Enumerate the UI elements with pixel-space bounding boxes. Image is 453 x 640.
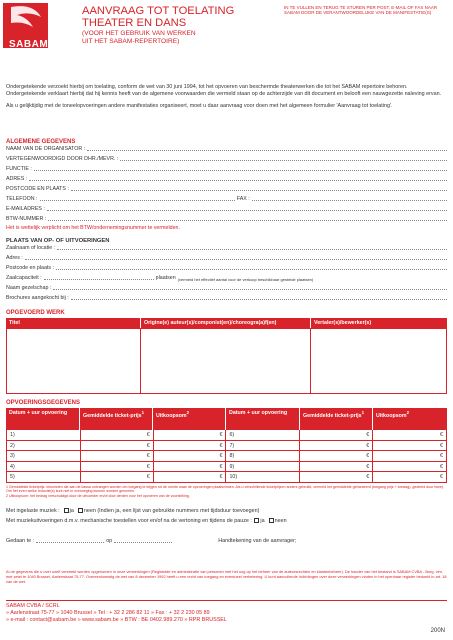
euro-sign: € bbox=[146, 463, 150, 470]
col-date-right: Datum + uur opvoering bbox=[226, 408, 300, 430]
input-line[interactable] bbox=[34, 170, 447, 171]
field-label: Brochures aangekocht bij : bbox=[6, 295, 69, 302]
date-input[interactable] bbox=[114, 542, 172, 543]
address-field[interactable] bbox=[6, 175, 447, 183]
performance-row[interactable] bbox=[7, 441, 447, 452]
row-number[interactable]: 2) bbox=[7, 441, 81, 451]
logo-mark-icon bbox=[3, 3, 48, 37]
row-number[interactable]: 5) bbox=[7, 472, 81, 482]
row-number[interactable]: 8) bbox=[226, 451, 300, 461]
postcode-city-field[interactable] bbox=[6, 185, 447, 193]
function-field[interactable] bbox=[6, 165, 447, 173]
row-number[interactable]: 6) bbox=[226, 430, 300, 440]
general-heading: ALGEMENE GEGEVENS bbox=[6, 139, 76, 145]
neen-label: neen bbox=[274, 518, 287, 524]
field-label: POSTCODE EN PLAATS : bbox=[6, 186, 69, 193]
signature-label: Handtekening van de aanvrager; bbox=[218, 538, 297, 544]
sales-cell[interactable] bbox=[154, 441, 227, 451]
sales-cell[interactable] bbox=[373, 472, 447, 482]
footer-address: » Aarlenstraat 75-77 » 1040 Brussel » Tel : + 32 2 286 82 11 » Fax : + 32 2 230 05 89 bbox=[6, 610, 210, 617]
input-line[interactable] bbox=[57, 249, 447, 250]
footnote-mark: 2 bbox=[186, 410, 190, 415]
footnote-1: 1 Gemiddelde ticketprijs: inkomsten die aan de kassa ontvangen worden om toegang te krijgen tot de ruimte waar de opvoeringen plaatsvinden. Als u verschillende ticketprijzen anders gebruikt, vermeld het gemiddelde gehanteerd (toegang prijs + toeslag), gedeeld door twee). Om het even welke reductie(s) kunt niet in overweging kunnen worden genomen. bbox=[6, 485, 445, 494]
return-notice: IN TE VULLEN EN TERUG TE STUREN PER POST, E-MAIL OF FAX NAAR SABAM DOOR DE VERANTWOORDELIJKE VAN DE MANIFESTATIE(S) bbox=[284, 5, 438, 16]
input-line[interactable] bbox=[47, 210, 447, 211]
done-at-label: Gedaan te : bbox=[6, 538, 35, 544]
question-label: Met ingelaste muziek : bbox=[6, 508, 60, 514]
euro-sign: € bbox=[440, 463, 443, 470]
field-label: Adres : bbox=[6, 255, 23, 262]
sales-cell[interactable] bbox=[154, 462, 227, 472]
input-line[interactable] bbox=[71, 299, 447, 300]
footer-org: SABAM CVBA / SCRL bbox=[6, 603, 60, 609]
sales-cell[interactable] bbox=[154, 451, 227, 461]
field-label: ADRES : bbox=[6, 176, 28, 183]
organizer-field[interactable] bbox=[6, 145, 447, 153]
field-label: Postcode en plaats : bbox=[6, 265, 54, 272]
price-cell[interactable] bbox=[300, 441, 373, 451]
price-cell[interactable] bbox=[300, 430, 373, 440]
footer bbox=[6, 603, 227, 625]
price-cell[interactable] bbox=[81, 472, 154, 482]
field-label: Zaalnaam of locatie : bbox=[6, 245, 56, 252]
price-cell[interactable] bbox=[81, 441, 154, 451]
euro-sign: € bbox=[366, 432, 370, 438]
price-cell[interactable] bbox=[300, 462, 373, 472]
col-translators: Vertaler(s)/bewerker(s) bbox=[314, 320, 372, 326]
title-line-2: THEATER EN DANS bbox=[82, 17, 187, 30]
logo-text: SABAM bbox=[9, 39, 49, 50]
euro-sign: € bbox=[219, 432, 223, 438]
footer-divider bbox=[6, 600, 447, 601]
row-number[interactable]: 9) bbox=[226, 462, 300, 472]
phone-fax-field[interactable] bbox=[6, 195, 447, 203]
euro-sign: € bbox=[146, 432, 150, 438]
intro-paragraph-2: Als u gelijktijdig met de toneelopvoeringen andere manifestaties organiseert, moet u daar aanvraag voor doen met het algemeen formulier 'Aanvraag tot toelating'. bbox=[6, 103, 393, 110]
price-header-text: Gemiddelde ticket-prijs bbox=[83, 412, 142, 419]
vat-field[interactable] bbox=[6, 215, 447, 223]
capacity-field[interactable] bbox=[6, 274, 447, 282]
footnote-2: 2 Uitkoopsom: het bedrag verschuldigd door de uitvoerder en/of door derden voor het opvoeren van de voorstelling. bbox=[6, 493, 190, 498]
euro-sign: € bbox=[366, 442, 370, 449]
works-cell-translators[interactable] bbox=[311, 328, 446, 393]
price-cell[interactable] bbox=[300, 472, 373, 482]
euro-sign: € bbox=[440, 474, 443, 480]
input-line[interactable] bbox=[44, 279, 154, 280]
col-price-left bbox=[80, 408, 153, 430]
footnote-mark: 2 bbox=[406, 410, 410, 415]
euro-sign: € bbox=[219, 463, 223, 470]
footnote-mark: 1 bbox=[141, 410, 145, 415]
sales-cell[interactable] bbox=[154, 472, 227, 482]
input-line[interactable] bbox=[87, 150, 447, 151]
footnote-mark: 1 bbox=[361, 410, 365, 415]
euro-sign: € bbox=[440, 453, 443, 459]
works-cell-authors[interactable] bbox=[141, 328, 310, 393]
price-cell[interactable] bbox=[81, 462, 154, 472]
price-cell[interactable] bbox=[81, 430, 154, 440]
euro-sign: € bbox=[440, 432, 443, 438]
performance-row[interactable] bbox=[7, 462, 447, 473]
ja-checkbox[interactable] bbox=[64, 508, 69, 513]
sales-header-text: Uitkoopsom bbox=[156, 412, 187, 419]
phone-label: TELEFOON : bbox=[6, 196, 38, 203]
neen-checkbox[interactable] bbox=[78, 508, 83, 513]
fax-label: FAX : bbox=[236, 196, 250, 203]
col-sales-right bbox=[373, 408, 447, 430]
title-line-1: AANVRAAG TOT TOELATING bbox=[82, 5, 235, 17]
intro-text bbox=[6, 84, 447, 110]
row-number[interactable]: 3) bbox=[7, 451, 81, 461]
sales-header-text: Uitkoopsom bbox=[376, 412, 407, 419]
representative-field[interactable] bbox=[6, 155, 447, 163]
euro-sign: € bbox=[219, 442, 223, 449]
col-sales-left bbox=[153, 408, 226, 430]
col-authors: Origine(e) auteur(s)/componist(en)/choreogra(a)f(en) bbox=[141, 318, 311, 329]
signature-line bbox=[6, 538, 447, 545]
euro-sign: € bbox=[366, 474, 370, 480]
field-label: Zaalcapaciteit : bbox=[6, 275, 42, 282]
subtitle-line-2: UIT HET SABAM-REPERTOIRE) bbox=[82, 37, 180, 45]
footnotes bbox=[6, 485, 447, 498]
sales-cell[interactable] bbox=[373, 430, 447, 440]
euro-sign: € bbox=[146, 474, 150, 480]
privacy-notice: Al de gegevens die u over uzelf verstrekt worden opgenomen in onze verwerkingen (Registratie en administratie van personen met het oog op het beheer van de auteursrechten en klantenbeheer). De houder van het bestand is SABAM CVBA - Burg. ven. met zetel te 1040 Brussel, Aarlenstraat 75-77. Overeenkomstig de wet van 8 december 1992 heeft u een recht van toegang en eventueel verbetering. U kunt aanvullende inlichtingen over deze verwerkingen vinden in het openbaar register bedoeld in art. 18 van de wet. bbox=[6, 569, 447, 584]
price-cell[interactable] bbox=[300, 451, 373, 461]
intro-paragraph-1: Ondergetekende verzoekt hierbij om toelating, conform de wet van 30 juni 1994, tot het opvoeren van beschermde theaterwerken die tot het SABAM repertoire behoren. Ondergetekende verklaart hierbij dat hij kennis heeft van de algemene voorwaarden die vermeld staan op de achterzijde van dit document en belooft een nauwgezette naleving ervan. bbox=[6, 84, 442, 97]
performances-table-body[interactable] bbox=[6, 430, 447, 483]
row-number[interactable]: 7) bbox=[226, 441, 300, 451]
euro-sign: € bbox=[440, 442, 443, 449]
sales-cell[interactable] bbox=[373, 451, 447, 461]
price-cell[interactable] bbox=[81, 451, 154, 461]
works-cell-title[interactable] bbox=[7, 328, 141, 393]
sabam-logo bbox=[3, 3, 48, 48]
field-label: NAAM VAN DE ORGANISATOR : bbox=[6, 146, 86, 153]
euro-sign: € bbox=[146, 453, 150, 459]
price-header-text: Gemiddelde ticket-prijs bbox=[303, 412, 362, 419]
performance-row[interactable] bbox=[7, 451, 447, 462]
col-date-left: Datum + uur opvoering bbox=[6, 408, 80, 430]
euro-sign: € bbox=[146, 442, 150, 449]
ja-label: ja bbox=[69, 508, 74, 514]
input-line[interactable] bbox=[29, 180, 447, 181]
row-number[interactable]: 1) bbox=[7, 430, 81, 440]
venue-address-field[interactable] bbox=[6, 254, 447, 262]
euro-sign: € bbox=[366, 453, 370, 459]
field-label: FUNCTIE : bbox=[6, 166, 32, 173]
euro-sign: € bbox=[219, 453, 223, 459]
subtitle-line-1: (VOOR HET GEBRUIK VAN WERKEN bbox=[82, 30, 196, 37]
on-label: op bbox=[106, 538, 113, 544]
sales-cell[interactable] bbox=[373, 462, 447, 472]
venue-heading: PLAATS VAN OP- OF UITVOERINGEN bbox=[6, 238, 110, 244]
ja-label: ja bbox=[260, 518, 265, 524]
places-note: (vermeld het effectief aantal voor de verkoop beschikbaar gestelde plaatsen) bbox=[177, 277, 314, 282]
places-label: plaatsen bbox=[155, 275, 176, 282]
neen-checkbox[interactable] bbox=[269, 518, 274, 523]
euro-sign: € bbox=[219, 474, 223, 480]
email-field[interactable] bbox=[6, 205, 447, 213]
field-label: VERTEGENWOORDIGD DOOR DHR./MEVR. : bbox=[6, 156, 119, 163]
question-label: Met muziekuitvoeringen d.m.v. mechanische toestellen voor en/of na de vertoning en tijdens de pauze : bbox=[6, 518, 252, 524]
input-line[interactable] bbox=[53, 289, 447, 290]
row-number[interactable]: 10) bbox=[226, 472, 300, 482]
mechanical-music-question bbox=[6, 518, 447, 525]
company-field[interactable] bbox=[6, 284, 447, 292]
input-line[interactable] bbox=[48, 220, 447, 221]
col-price-right bbox=[300, 408, 373, 430]
fax-input-line[interactable] bbox=[252, 200, 447, 201]
input-line[interactable] bbox=[25, 259, 447, 260]
form-subtitle bbox=[82, 30, 252, 45]
row-number[interactable]: 4) bbox=[7, 462, 81, 472]
neen-label: neen (Indien ja, een lijst van gebruikte nummers met tijdsduur toevoegen) bbox=[83, 508, 260, 514]
vat-note: Het is wettelijk verplicht om het BTW/ondernemingsnummer te vermelden. bbox=[6, 225, 180, 231]
field-label: Naam gezelschap : bbox=[6, 285, 52, 292]
col-title: Titel bbox=[6, 318, 141, 329]
input-line[interactable] bbox=[71, 190, 447, 191]
sales-cell[interactable] bbox=[373, 441, 447, 451]
euro-sign: € bbox=[366, 463, 370, 470]
performance-row[interactable] bbox=[7, 472, 447, 483]
performance-row[interactable] bbox=[7, 430, 447, 441]
performances-table-header bbox=[6, 408, 447, 430]
form-title bbox=[82, 5, 252, 30]
music-question bbox=[6, 508, 447, 515]
works-heading: OPGEVOERD WERK bbox=[6, 310, 65, 316]
venue-city-field[interactable] bbox=[6, 264, 447, 272]
field-label: BTW-NUMMER : bbox=[6, 216, 47, 223]
place-input[interactable] bbox=[36, 542, 104, 543]
form-code: 200N bbox=[430, 628, 445, 634]
performances-heading: OPVOERINGSGEGEVENS bbox=[6, 400, 81, 406]
brochures-field[interactable] bbox=[6, 294, 447, 302]
footer-contact: » e-mail : contact@sabam.be » www.sabam.be » BTW : BE 0402.989.270 » RPR BRUSSEL bbox=[6, 617, 227, 624]
works-table-body[interactable] bbox=[6, 328, 447, 394]
hall-field[interactable] bbox=[6, 244, 447, 252]
ja-checkbox[interactable] bbox=[254, 518, 259, 523]
field-label: E-MAILADRES : bbox=[6, 206, 45, 213]
sales-cell[interactable] bbox=[154, 430, 227, 440]
input-line[interactable] bbox=[56, 269, 447, 270]
input-line[interactable] bbox=[120, 160, 447, 161]
phone-input-line[interactable] bbox=[40, 200, 235, 201]
